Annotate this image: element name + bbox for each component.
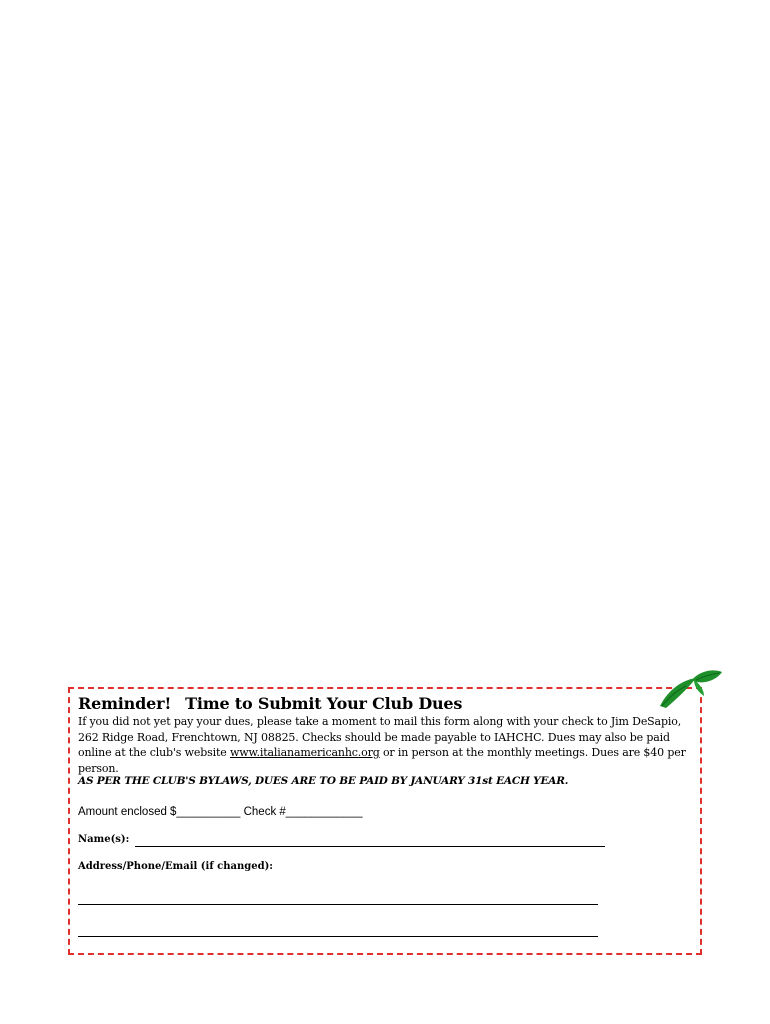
names-field[interactable] [78,833,605,847]
instructions-text-end: or in person at the monthly meetings. Dues are $40 per person. [78,746,686,775]
names-input-line[interactable] [135,837,605,847]
holly-leaf-icon [656,666,724,712]
dues-instructions [78,714,696,776]
amount-check-field[interactable]: Amount enclosed $__________ Check #____________ [78,806,363,818]
title-main: Time to Submit Your Club Dues [185,694,463,713]
instructions-text: If you did not yet pay your dues, please take a moment to mail this form along with your check to Jim DeSapio, 262 Ridge Road, Frenchtown, NJ 08825. Checks should be made payable to IAHCHC. Dues may also be paid online at the club's website [78,715,682,759]
title-reminder: Reminder! [78,694,172,713]
address-input-line-1[interactable] [78,904,598,905]
bylaws-notice: AS PER THE CLUB'S BYLAWS, DUES ARE TO BE PAID BY JANUARY 31st EACH YEAR. [78,775,569,787]
names-label: Name(s): [78,834,130,845]
address-label: Address/Phone/Email (if changed): [78,861,273,872]
dues-title [78,693,462,715]
address-input-line-2[interactable] [78,936,598,937]
club-website-link[interactable]: www.italianamericanhc.org [230,746,380,759]
